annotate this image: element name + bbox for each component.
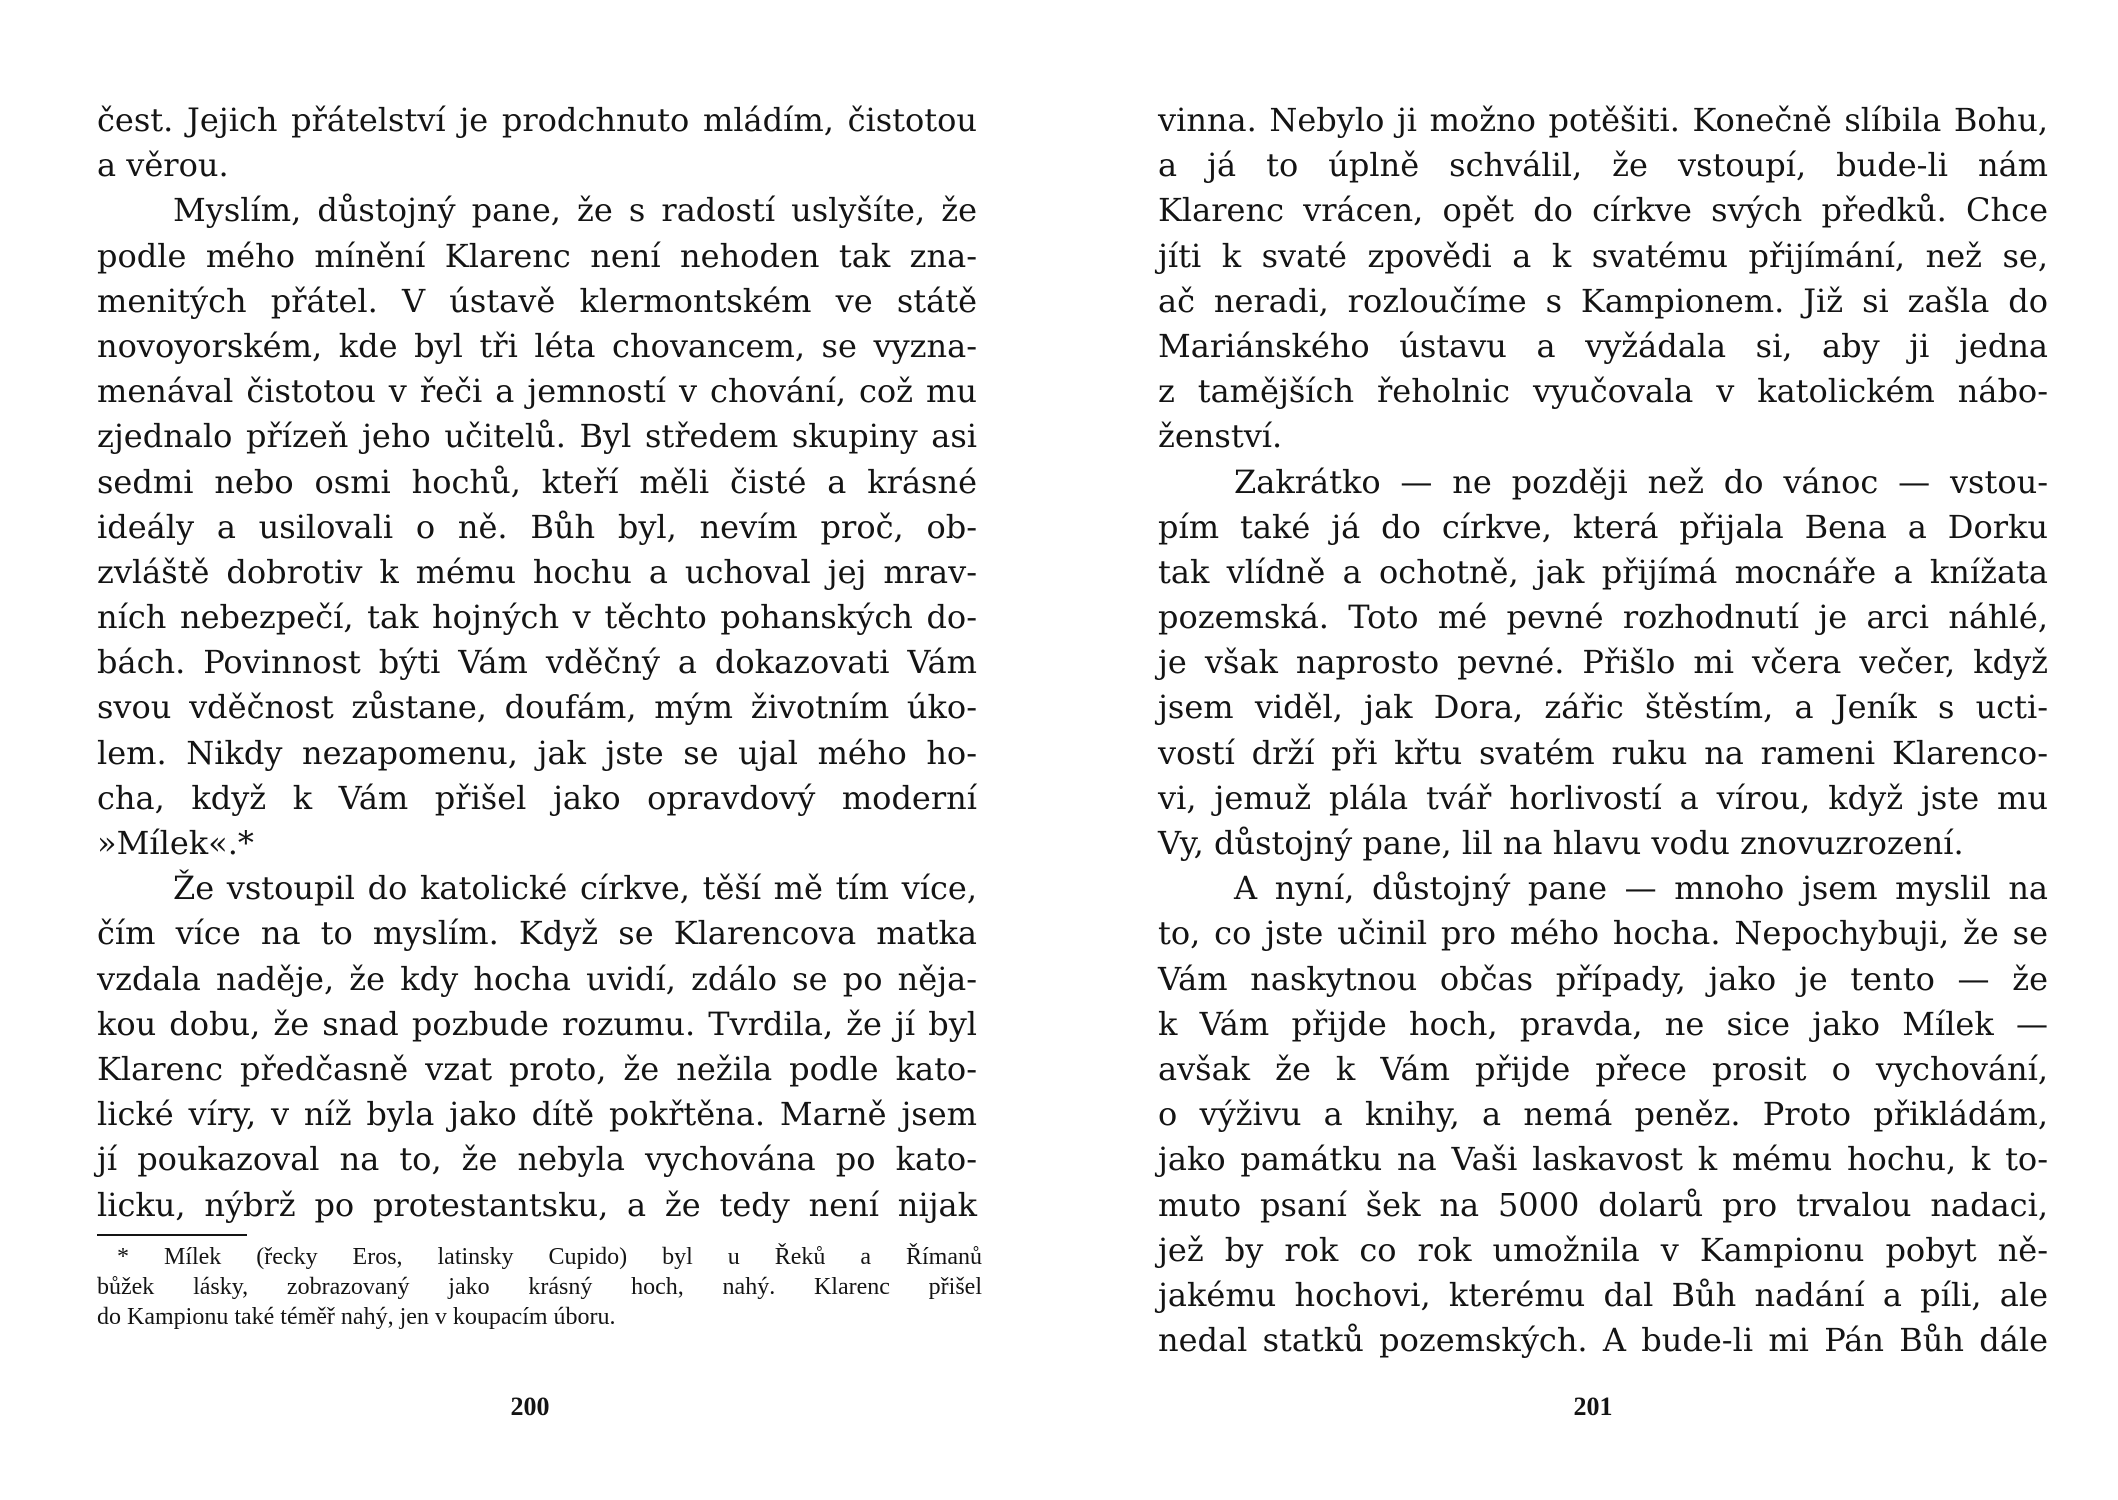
text-line: Vám naskytnou občas případy, jako je tento — že — [1158, 959, 2048, 998]
text-line: vinna. Nebylo ji možno potěšiti. Konečně slíbila Bohu, — [1158, 101, 2048, 139]
text-line: menitých přátel. V ústavě klermontském ve státě — [97, 281, 977, 320]
text-line: podle mého mínění Klarenc není nehoden tak zna- — [97, 236, 977, 275]
text-line: Vy, důstojný pane, lil na hlavu vodu znovuzrození. — [1158, 824, 1964, 862]
text-line: zjednalo přízeň jeho učitelů. Byl středem skupiny asi — [97, 417, 977, 456]
text-line: menával čistotou v řeči a jemností v chování, což mu — [97, 372, 977, 411]
text-line: muto psaní šek na 5000 dolarů pro trvalou nadaci, — [1158, 1185, 2048, 1224]
text-line: jako památku na Vaši laskavost k mému hochu, k to- — [1158, 1140, 2048, 1179]
text-line: k Vám přijde hoch, pravda, ne sice jako Mílek — — [1158, 1004, 2048, 1043]
footnote-line: * Mílek (řecky Eros, latinsky Cupido) byl u Řeků a Římanů — [117, 1244, 982, 1270]
text-line: bách. Povinnost býti Vám vděčný a dokazovati Vám — [97, 643, 977, 682]
footnote — [97, 1242, 982, 1332]
text-line: ač neradi, rozloučíme s Kampionem. Již si zašla do — [1158, 281, 2048, 320]
text-line: pím také já do církve, která přijala Bena a Dorku — [1158, 507, 2048, 546]
text-line: ženství. — [1158, 417, 1283, 456]
right-page — [1059, 0, 2118, 1500]
text-line: licku, nýbrž po protestantsku, a že tedy není nijak — [97, 1185, 977, 1224]
text-line: sedmi nebo osmi hochů, kteří měli čisté a krásné — [97, 462, 977, 501]
text-line: z tamějších řeholnic vyučovala v katolickém nábo- — [1158, 372, 2048, 411]
text-line: Že vstoupil do katolické církve, těší mě tím více, — [173, 869, 977, 908]
text-line: čím více na to myslím. Když se Klarencova matka — [97, 914, 977, 953]
text-line: a já to úplně schválil, že vstoupí, bude-li nám — [1158, 146, 2048, 185]
text-line: avšak že k Vám přijde přece prosit o vychování, — [1158, 1049, 2048, 1088]
text-line: novoyorském, kde byl tři léta chovancem, se vyzna- — [97, 326, 977, 365]
text-line: jí poukazoval na to, že nebyla vychována po kato- — [97, 1140, 977, 1179]
text-line: to, co jste učinil pro mého hocha. Nepochybuji, že se — [1158, 914, 2048, 953]
text-line: vzdala naděje, že kdy hocha uvidí, zdálo se po něja- — [97, 959, 977, 998]
text-line: Myslím, důstojný pane, že s radostí uslyšíte, že — [173, 191, 977, 230]
text-line: o výživu a knihy, a nemá peněz. Proto přikládám, — [1158, 1095, 2048, 1134]
text-line: svou vděčnost zůstane, doufám, mým životním úko- — [97, 688, 977, 727]
text-line: zvláště dobrotiv k mému hochu a uchoval jej mrav- — [97, 552, 977, 591]
text-line: kou dobu, že snad pozbude rozumu. Tvrdila, že jí byl — [97, 1004, 977, 1043]
text-line: jakému hochovi, kterému dal Bůh nadání a píli, ale — [1158, 1275, 2048, 1314]
text-line: jež by rok co rok umožnila v Kampionu pobyt ně- — [1158, 1230, 2048, 1269]
text-line: pozemská. Toto mé pevné rozhodnutí je arci náhlé, — [1158, 598, 2048, 637]
text-line: ideály a usilovali o ně. Bůh byl, nevím proč, ob- — [97, 507, 977, 546]
page-number: 200 — [510, 1392, 550, 1421]
right-page-text — [1158, 98, 2048, 1363]
text-line: vi, jemuž plála tvář horlivostí a vírou, když jste mu — [1158, 778, 2048, 817]
text-line: lické víry, v níž byla jako dítě pokřtěna. Marně jsem — [97, 1095, 977, 1134]
text-line: lem. Nikdy nezapomenu, jak jste se ujal mého ho- — [97, 733, 977, 772]
text-line: ních nebezpečí, tak hojných v těchto pohanských do- — [97, 598, 977, 637]
text-line: Klarenc předčasně vzat proto, že nežila podle kato- — [97, 1049, 977, 1088]
text-line: Klarenc vrácen, opět do církve svých předků. Chce — [1158, 191, 2048, 230]
text-line: a věrou. — [97, 146, 229, 185]
footnote-line: do Kampionu také téměř nahý, jen v koupacím úboru. — [97, 1304, 616, 1330]
text-line: čest. Jejich přátelství je prodchnuto mládím, čistotou — [97, 101, 977, 139]
page-number: 201 — [1573, 1392, 1613, 1421]
text-line: »Mílek«.* — [97, 824, 254, 862]
left-page-text — [97, 98, 977, 1228]
text-line: vostí drží při křtu svatém ruku na rameni Klarenco- — [1158, 733, 2048, 772]
footnote-rule — [97, 1234, 247, 1236]
text-line: jíti k svaté zpovědi a k svatému přijímání, než se, — [1158, 236, 2048, 275]
text-line: nedal statků pozemských. A bude-li mi Pán Bůh dále — [1158, 1321, 2048, 1360]
text-line: Mariánského ústavu a vyžádala si, aby ji jedna — [1158, 326, 2048, 365]
footnote-line: bůžek lásky, zobrazovaný jako krásný hoch, nahý. Klarenc přišel — [97, 1274, 982, 1300]
text-line: cha, když k Vám přišel jako opravdový moderní — [97, 778, 977, 817]
text-line: A nyní, důstojný pane — mnoho jsem myslil na — [1234, 869, 2048, 908]
text-line: Zakrátko — ne později než do vánoc — vstou- — [1234, 462, 2048, 501]
text-line: jsem viděl, jak Dora, zářic štěstím, a Jeník s ucti- — [1158, 688, 2048, 727]
text-line: tak vlídně a ochotně, jak přijímá mocnáře a knížata — [1158, 552, 2048, 591]
text-line: je však naprosto pevné. Přišlo mi včera večer, když — [1158, 643, 2048, 682]
